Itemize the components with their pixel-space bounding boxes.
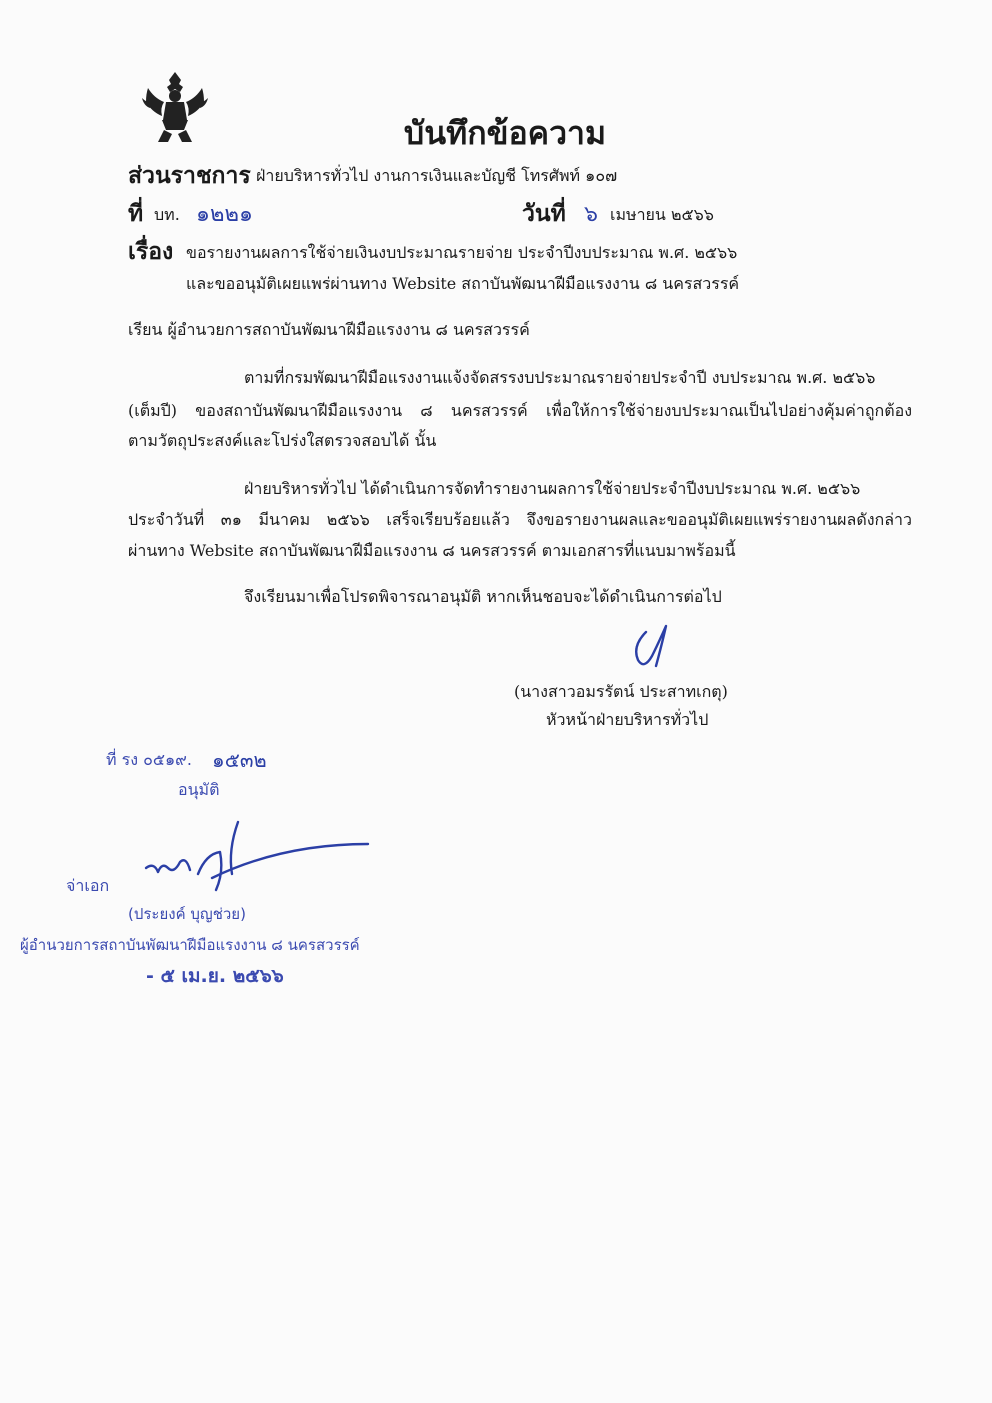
date-month-year: เมษายน ๒๕๖๖ bbox=[610, 205, 714, 224]
subject-line-1: ขอรายงานผลการใช้จ่ายเงินงบประมาณรายจ่าย ประจำปีงบประมาณ พ.ศ. ๒๕๖๖ bbox=[186, 243, 738, 262]
doc-no-prefix: บท. bbox=[154, 205, 180, 224]
doc-no-handwritten: ๑๒๒๑ bbox=[196, 202, 253, 227]
doc-no-label: ที่ bbox=[128, 200, 144, 227]
approval-position: ผู้อำนวยการสถาบันพัฒนาฝีมือแรงงาน ๘ นครสวรรค์ bbox=[20, 936, 360, 954]
approval-approved: อนุมัติ bbox=[178, 780, 220, 799]
date-day-handwritten: ๖ bbox=[584, 202, 598, 227]
salutation: เรียน ผู้อำนวยการสถาบันพัฒนาฝีมือแรงงาน ๘ นครสวรรค์ bbox=[128, 320, 530, 339]
para2-line-1: ฝ่ายบริหารทั่วไป ได้ดำเนินการจัดทำรายงานผลการใช้จ่ายประจำปีงบประมาณ พ.ศ. ๒๕๖๖ bbox=[244, 479, 861, 498]
para2-line-3: ผ่านทาง Website สถาบันพัฒนาฝีมือแรงงาน ๘ นครสวรรค์ ตามเอกสารที่แนบมาพร้อมนี้ bbox=[128, 541, 736, 560]
agency-label: ส่วนราชการ bbox=[128, 162, 251, 189]
para1-line-2: (เต็มปี) ของสถาบันพัฒนาฝีมือแรงงาน ๘ นครสวรรค์ เพื่อให้การใช้จ่ายงบประมาณเป็นไปอย่างคุ้มค่าถูกต้อง bbox=[128, 401, 912, 420]
para1-line-1: ตามที่กรมพัฒนาฝีมือแรงงานแจ้งจัดสรรงบประมาณรายจ่ายประจำปี งบประมาณ พ.ศ. ๒๕๖๖ bbox=[244, 368, 876, 387]
approval-name: (ประยงค์ บุญช่วย) bbox=[128, 905, 246, 923]
signer-name: (นางสาวอมรรัตน์ ประสาทเกตุ) bbox=[514, 682, 728, 701]
closing-line: จึงเรียนมาเพื่อโปรดพิจารณาอนุมัติ หากเห็นชอบจะได้ดำเนินการต่อไป bbox=[244, 587, 722, 606]
memo-title: บันทึกข้อความ bbox=[403, 114, 607, 152]
signer-signature-icon bbox=[618, 622, 678, 678]
signer-position: หัวหน้าฝ่ายบริหารทั่วไป bbox=[546, 710, 709, 729]
approval-ref-handwritten: ๑๕๓๒ bbox=[212, 748, 267, 772]
subject-label: เรื่อง bbox=[128, 238, 174, 265]
director-signature-icon bbox=[138, 818, 378, 898]
date-label: วันที่ bbox=[522, 200, 566, 227]
approval-ref-stamp: ที่ รง ๐๕๑๙. bbox=[106, 750, 192, 769]
agency-value: ฝ่ายบริหารทั่วไป งานการเงินและบัญชี โทรศัพท์ ๑๐๗ bbox=[256, 166, 618, 185]
para2-line-2: ประจำวันที่ ๓๑ มีนาคม ๒๕๖๖ เสร็จเรียบร้อยแล้ว จึงขอรายงานผลและขออนุมัติเผยแพร่รายงานผลดังกล่าว bbox=[128, 510, 912, 529]
approval-date-stamp: - ๕ เม.ย. ๒๕๖๖ bbox=[146, 965, 284, 987]
approval-rank-label: จ่าเอก bbox=[66, 876, 110, 895]
para1-line-3: ตามวัตถุประสงค์และโปร่งใสตรวจสอบได้ นั้น bbox=[128, 431, 437, 450]
subject-line-2: และขออนุมัติเผยแพร่ผ่านทาง Website สถาบันพัฒนาฝีมือแรงงาน ๘ นครสวรรค์ bbox=[186, 274, 740, 293]
